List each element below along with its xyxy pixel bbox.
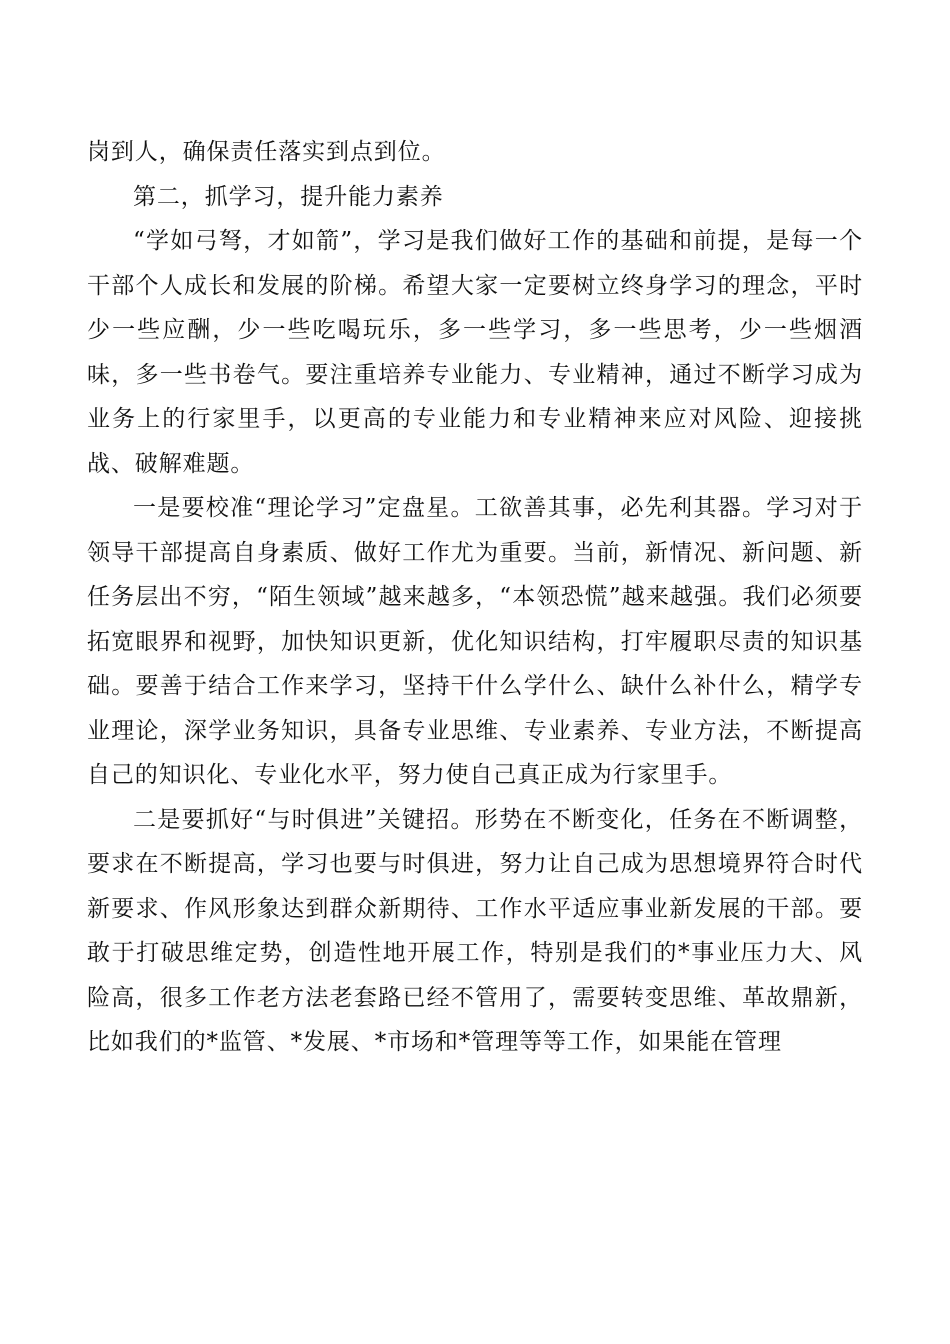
paragraph-keep-pace: 二是要抓好“与时俱进”关键招。形势在不断变化，任务在不断调整，要求在不断提高，学习也要与时俱进，努力让自己成为思想境界符合时代新要求、作风形象达到群众新期待、工作水平适应事业新发展的干部。要敢于打破思维定势，创造性地开展工作，特别是我们的*事业压力大、风险高，很多工作老方法老套路已经不管用了，需要转变思维、革故鼎新，比如我们的*监管、*发展、*市场和*管理等等工作，如果能在管理: [87, 806, 863, 1055]
section-heading: 第二，抓学习，提升能力素养: [133, 183, 444, 210]
paragraph-study-intro: “学如弓弩，才如箭”，学习是我们做好工作的基础和前提，是每一个干部个人成长和发展的阶梯。希望大家一定要树立终身学习的理念，平时少一些应酬，少一些吃喝玩乐，多一些学习，多一些思考，少一些烟酒味，多一些书卷气。要注重培养专业能力、专业精神，通过不断学习成为业务上的行家里手，以更高的专业能力和专业精神来应对风险、迎接挑战、破解难题。: [87, 228, 863, 477]
paragraph-theory-study: 一是要校准“理论学习”定盘星。工欲善其事，必先利其器。学习对于领导干部提高自身素质、做好工作尤为重要。当前，新情况、新问题、新任务层出不穷，“陌生领域”越来越多，“本领恐慌”越来越强。我们必须要拓宽眼界和视野，加快知识更新，优化知识结构，打牢履职尽责的知识基础。要善于结合工作来学习，坚持干什么学什么、缺什么补什么，精学专业理论，深学业务知识，具备专业思维、专业素养、专业方法，不断提高自己的知识化、专业化水平，努力使自己真正成为行家里手。: [87, 495, 863, 788]
paragraph-continuation: 岗到人，确保责任落实到点到位。: [87, 139, 446, 165]
document-body: [87, 130, 863, 1065]
